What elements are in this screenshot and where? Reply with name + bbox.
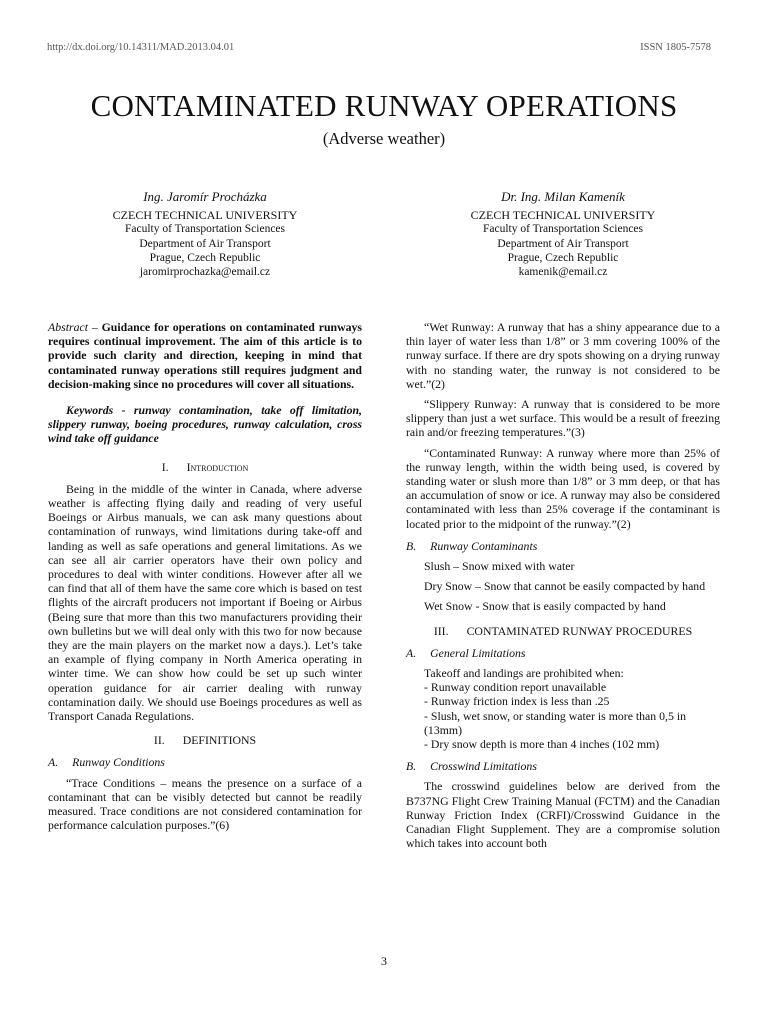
abstract-lead: Abstract – [48, 320, 98, 334]
wet-snow-definition: Wet Snow - Snow that is easily compacted by hand [424, 599, 666, 614]
subsection-number: B. [406, 538, 417, 553]
limitations-intro: Takeoff and landings are prohibited when: [424, 666, 624, 681]
author-email[interactable]: kamenik@email.cz [518, 266, 608, 279]
section-heading-introduction [48, 460, 362, 474]
subsection-title: Runway Contaminants [430, 538, 538, 553]
author-department: Department of Air Transport [497, 237, 629, 250]
doi-link[interactable]: http://dx.doi.org/10.14311/MAD.2013.04.01 [47, 42, 235, 53]
keywords [48, 403, 362, 446]
subsection-number: B. [406, 759, 417, 774]
list-item: - Dry snow depth is more than 4 inches (102 mm) [424, 737, 660, 752]
page-number: 3 [381, 954, 387, 968]
section-title: CONTAMINATED RUNWAY PROCEDURES [466, 623, 693, 638]
list-item: - Slush, wet snow, or standing water is more than 0,5 in (13mm) [424, 708, 687, 737]
abstract-text: Guidance for operations on contaminated runways requires continual improvement. The aim of this article is to provide such clarity and direction, keeping in mind that contaminated runway operations still requires judgment and decision-making since no procedures will cover all situations. [48, 320, 362, 391]
issn: ISSN 1805-7578 [640, 42, 711, 53]
section-number: II. [153, 733, 165, 748]
section-number: III. [433, 623, 449, 638]
paper-title: CONTAMINATED RUNWAY OPERATIONS [90, 88, 678, 123]
introduction-paragraph: Being in the middle of the winter in Canada, where adverse weather is affecting flying daily and reading of very useful Boeings or Airbus manuals, we can ask many questions about contamination of runways, wind limitations during take-off and landing as well as safe operations and general limitations. As we can see all air carrier operators have their own policy and procedures to deal with winter conditions. However after all we can find that all of them have the same core which is based on test flights of the aircraft producers not important if Boeing or Airbus (Being sure that more than this two manufacturers providing their own bulletins but we will deal only with this two for now because they are the main players on the market now a days.). Let’s take an example of flying company in North America operating in winter time. We can show how could be set up such winter operation guidance for air carrier dealing with runway contamination daily. We should use Boeings procedures as well as Transport Canada Regulations. [48, 481, 362, 724]
keywords-lead: Keywords - [66, 403, 126, 418]
subsection-heading-runway-conditions [48, 755, 362, 769]
section-title: Introduction [186, 459, 249, 474]
author-name: Dr. Ing. Milan Kameník [501, 189, 625, 204]
paper-subtitle: (Adverse weather) [322, 129, 446, 148]
author-faculty: Faculty of Transportation Sciences [124, 223, 286, 236]
subsection-title: General Limitations [430, 645, 526, 660]
section-number: I. [161, 459, 169, 474]
list-item: - Runway friction index is less than .25 [424, 694, 610, 709]
keywords-text: runway contamination, take off limitation, slippery runway, boeing procedures, runway calculation, cross wind take off guidance [48, 403, 362, 446]
section-title: DEFINITIONS [182, 733, 257, 748]
subsection-heading-runway-contaminants [406, 539, 720, 553]
dry-snow-definition: Dry Snow – Snow that cannot be easily compacted by hand [424, 579, 706, 594]
right-column [406, 320, 720, 857]
author-block-1 [55, 190, 355, 279]
subsection-title: Crosswind Limitations [430, 759, 537, 774]
section-heading-procedures [406, 624, 720, 638]
subsection-heading-general-limitations [406, 646, 720, 660]
author-location: Prague, Czech Republic [507, 251, 619, 264]
list-item: - Runway condition report unavailable [424, 680, 607, 695]
slush-definition: Slush – Snow mixed with water [424, 559, 575, 574]
crosswind-paragraph: The crosswind guidelines below are derived from the B737NG Flight Crew Training Manual (FCTM) and the Canadian Runway Friction Index (CRFI)/Crosswind Guidance in the Canadian Flight Supplement. They are a compromise solution which takes into account both [406, 779, 720, 851]
section-heading-definitions [48, 733, 362, 747]
abstract [48, 320, 362, 391]
subsection-heading-crosswind-limitations [406, 759, 720, 773]
subsection-number: A. [48, 755, 59, 770]
author-name: Ing. Jaromír Procházka [143, 189, 267, 204]
author-block-2 [413, 190, 713, 279]
trace-conditions-definition: “Trace Conditions – means the presence on a surface of a contaminant that can be visibly detected but cannot be readily measured. Trace conditions are not considered contamination for performance calculation purposes.”(6) [48, 775, 362, 833]
author-email[interactable]: jaromirprochazka@email.cz [139, 266, 271, 279]
author-location: Prague, Czech Republic [149, 251, 261, 264]
author-faculty: Faculty of Transportation Sciences [482, 223, 644, 236]
contaminated-runway-definition: “Contaminated Runway: A runway where more than 25% of the runway length, within the width being used, is covered by standing water or slush more than 1/8” or 3 mm deep, or that has an accumulation of snow or ice. A runway may also be considered contaminated with less than 25% coverage if the contaminant is located prior to the midpoint of the runway.”(2) [406, 445, 720, 531]
wet-runway-definition: “Wet Runway: A runway that has a shiny appearance due to a thin layer of water less than 1/8” or 3 mm covering 100% of the runway surface. If there are dry spots showing on a drying runway with no standing water, the runway is not considered to be wet.”(2) [406, 320, 720, 391]
subsection-number: A. [406, 645, 417, 660]
left-column [48, 320, 362, 839]
slippery-runway-definition: “Slippery Runway: A runway that is considered to be more slippery than just a wet surface. This would be a result of freezing rain and/or freezing temperatures.”(3) [406, 397, 720, 440]
author-department: Department of Air Transport [139, 237, 271, 250]
author-institution: CZECH TECHNICAL UNIVERSITY [112, 208, 298, 223]
author-institution: CZECH TECHNICAL UNIVERSITY [470, 208, 656, 223]
subsection-title: Runway Conditions [72, 755, 165, 770]
limitations-list [424, 680, 720, 751]
